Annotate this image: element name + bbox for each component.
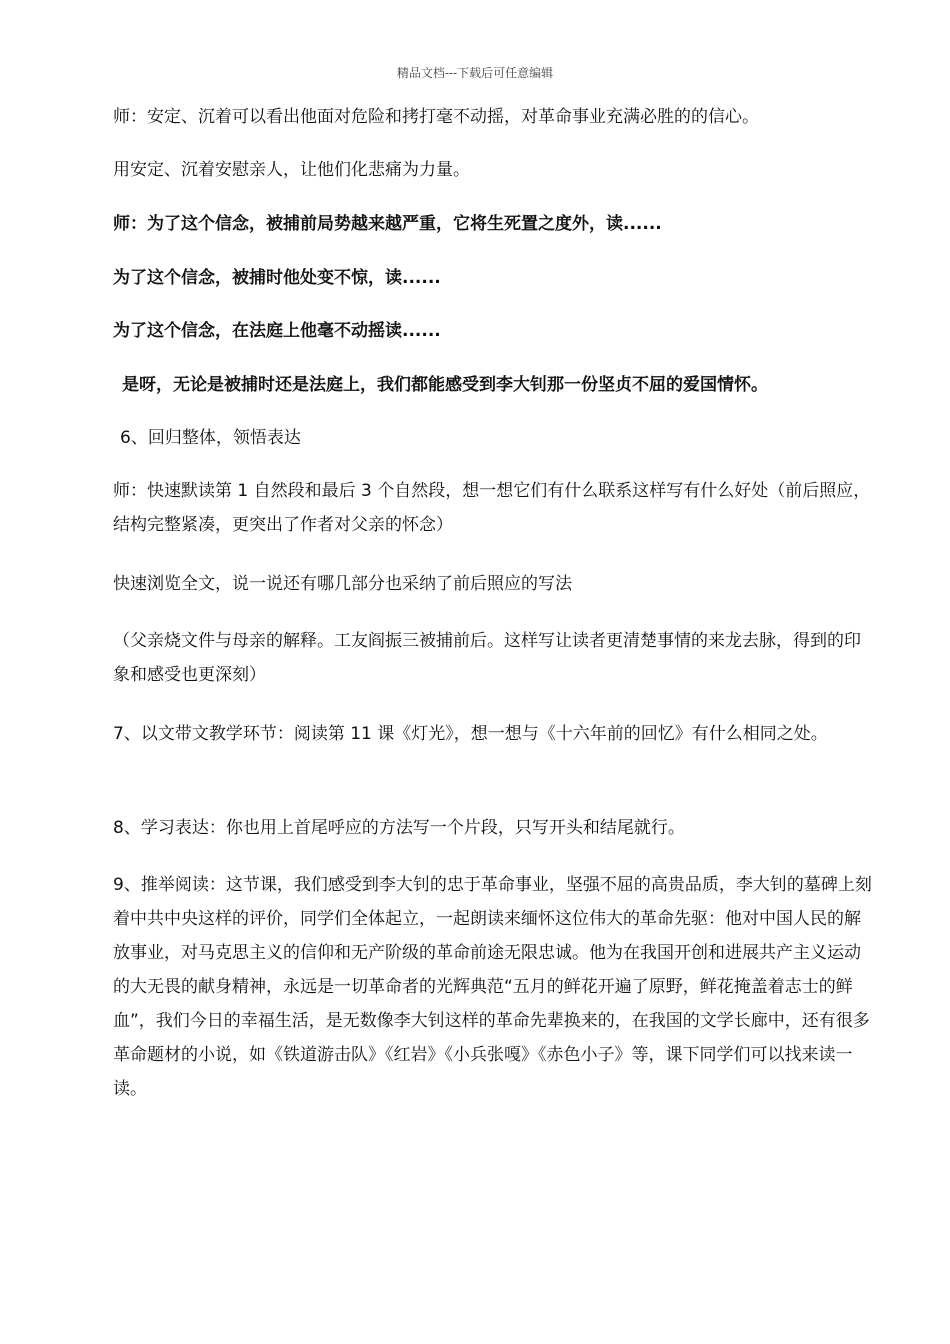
paragraph-browse-full-text: 快速浏览全文，说一说还有哪几部分也采纳了前后照应的写法 bbox=[113, 574, 572, 594]
paragraph-patriotism: 是呀，无论是被捕时还是法庭上，我们都能感受到李大钊那一份坚贞不屈的爱国情怀。 bbox=[122, 375, 768, 395]
paragraph-teacher-calm: 师：安定、沉着可以看出他面对危险和拷打毫不动摇，对革命事业充满必胜的的信心。 bbox=[113, 107, 759, 127]
section-9-paragraph: 9、推举阅读：这节课，我们感受到李大钊的忠于革命事业，坚强不屈的高贵品质，李大钊的墓碑上刻着中共中央这样的评价，同学们全体起立，一起朗读来缅怀这位伟大的革命先驱：他对中国人民的解放事业，对马克思主义的信仰和无产阶级的革命前途无限忠诚。他为在我国开创和进展共产主义运动的大无畏的献身精神，永远是一切革命者的光辉典范“五月的鲜花开遍了原野，鲜花掩盖着志士的鲜血”，我们今日的幸福生活，是无数像李大钊这样的革命先辈换来的，在我国的文学长廊中，还有很多革命题材的小说，如《铁道游击队》《红岩》《小兵张嘎》《赤色小子》等，课下同学们可以找来读一读。 bbox=[113, 875, 872, 1099]
paragraph-belief-at-arrest: 为了这个信念，被捕时他处变不惊，读...... bbox=[113, 268, 441, 288]
section-7-paragraph: 7、以文带文教学环节：阅读第 11 课《灯光》，想一想与《十六年前的回忆》有什么相同之处。 bbox=[113, 724, 828, 744]
section-6-heading: 6、回归整体，领悟表达 bbox=[120, 428, 301, 448]
paragraph-belief-before-arrest: 师：为了这个信念，被捕前局势越来越严重，它将生死置之度外，读...... bbox=[113, 214, 662, 234]
paragraph-comfort-family: 用安定、沉着安慰亲人，让他们化悲痛为力量。 bbox=[113, 160, 470, 180]
paragraph-belief-in-court: 为了这个信念，在法庭上他毫不动摇读...... bbox=[113, 321, 441, 341]
page-header: 精品文档---下载后可任意编辑 bbox=[396, 66, 554, 80]
paragraph-quick-reading: 师：快速默读第 1 自然段和最后 3 个自然段，想一想它们有什么联系这样写有什么好处（前后照应，结构完整紧凑，更突出了作者对父亲的怀念） bbox=[113, 481, 871, 535]
section-8-paragraph: 8、学习表达：你也用上首尾呼应的方法写一个片段，只写开头和结尾就行。 bbox=[113, 818, 685, 838]
paragraph-example-answers: （父亲烧文件与母亲的解释。工友阎振三被捕前后。这样写让读者更清楚事情的来龙去脉，得到的印象和感受也更深刻） bbox=[113, 631, 861, 685]
